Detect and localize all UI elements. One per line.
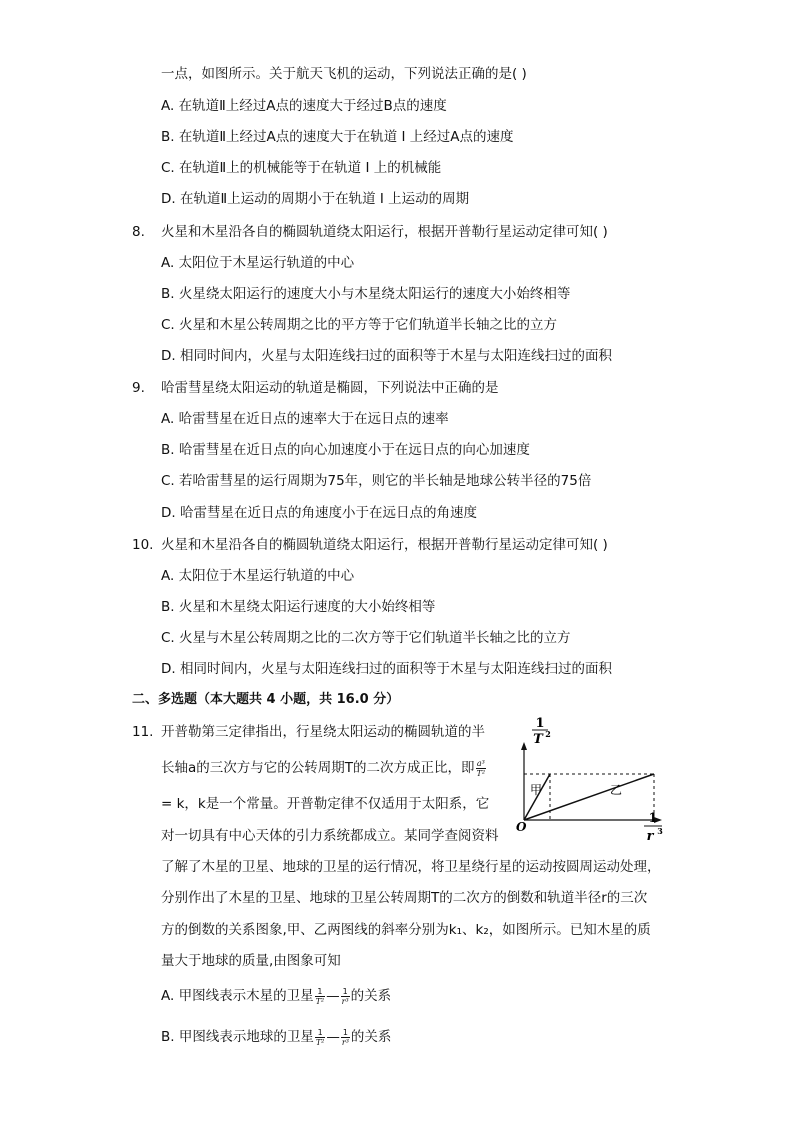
origin-label: O [516, 820, 527, 834]
inv-t2-fraction: $\frac{1}{\text{T²}}$ [315, 986, 325, 1006]
q9-number: 9. [132, 380, 145, 396]
q8-option-b: B. 火星绕太阳运行的速度大小与木星绕太阳运行的速度大小始终相等 [161, 286, 571, 302]
q9-option-b: B. 哈雷彗星在近日点的向心加速度小于在远日点的向心加速度 [161, 442, 530, 458]
q8-number: 8. [132, 224, 145, 240]
q9-option-d: D. 哈雷彗星在近日点的角速度小于在远日点的角速度 [161, 505, 477, 521]
section-heading-prefix: 二、多选题（本大题共 4 小题，共 [132, 692, 337, 707]
q11-line-4: 对一切具有中心天体的引力系统都成立。某同学查阅资料 [161, 828, 499, 844]
q11-line-5: 了解了木星的卫星、地球的卫星的运行情况，将卫星绕行星的运动按圆周运动处理， [161, 859, 661, 875]
q7-option-d: D. 在轨道Ⅱ上运动的周期小于在轨道 I 上运动的周期 [161, 191, 470, 207]
a3-over-t2-fraction: $\frac{\text{a³}}{\text{T²}}$ [476, 758, 486, 778]
q7-stem-tail: 一点，如图所示。关于航天飞机的运动，下列说法正确的是( ) [161, 66, 527, 82]
line-jia-label: 甲 [530, 783, 543, 797]
q10-number: 10. [132, 537, 154, 553]
svg-text:T: T [533, 732, 543, 747]
q11-line-8: 量大于地球的质量,由图象可知 [161, 953, 341, 969]
q11-option-a: A. 甲图线表示木星的卫星 $\frac{1}{\text{T²}}$ — $\frac{1}{\text{r³}}$ 的关系 [161, 986, 392, 1006]
q11-figure [510, 710, 670, 845]
y-axis-label [532, 716, 551, 747]
q11-line-2-text: 长轴a的三次方与它的公转周期T的二次方成正比，即 [161, 760, 475, 776]
q8-option-a: A. 太阳位于木星运行轨道的中心 [161, 255, 355, 271]
q7-option-a: A. 在轨道Ⅱ上经过A点的速度大于经过B点的速度 [161, 98, 447, 114]
line-jia [524, 774, 550, 820]
svg-text:r: r [646, 829, 654, 844]
q10-option-a: A. 太阳位于木星运行轨道的中心 [161, 568, 355, 584]
q11-option-a-prefix: A. 甲图线表示木星的卫星 [161, 988, 314, 1004]
svg-text:2: 2 [545, 729, 551, 739]
x-axis-label [644, 811, 663, 844]
q11-line-3: = k，k是一个常量。开普勒定律不仅适用于太阳系，它 [161, 796, 490, 812]
q8-stem: 火星和木星沿各自的椭圆轨道绕太阳运行，根据开普勒行星运动定律可知( ) [161, 224, 608, 240]
y-axis-arrow [521, 742, 527, 750]
q9-option-a: A. 哈雷彗星在近日点的速率大于在远日点的速率 [161, 411, 449, 427]
q11-option-a-suffix: 的关系 [350, 988, 392, 1004]
inv-r3-fraction: $\frac{1}{\text{r³}}$ [341, 986, 349, 1006]
q10-option-b: B. 火星和木星绕太阳运行速度的大小始终相等 [161, 599, 436, 615]
q11-line-6: 分别作出了木星的卫星、地球的卫星公转周期T的二次方的倒数和轨道半径r的三次 [161, 890, 648, 906]
q10-option-d: D. 相同时间内，火星与太阳连线扫过的面积等于木星与太阳连线扫过的面积 [161, 661, 612, 677]
line-yi [524, 774, 654, 820]
inv-r3-fraction: $\frac{1}{\text{r³}}$ [341, 1027, 349, 1047]
svg-text:1: 1 [535, 716, 545, 731]
q9-option-c: C. 若哈雷彗星的运行周期为75年，则它的半长轴是地球公转半径的75倍 [161, 473, 592, 489]
q10-option-c: C. 火星与木星公转周期之比的二次方等于它们轨道半长轴之比的立方 [161, 630, 571, 646]
q7-option-b: B. 在轨道Ⅱ上经过A点的速度大于在轨道 I 上经过A点的速度 [161, 129, 514, 145]
section-heading-suffix: 分） [368, 692, 400, 707]
q11-line-7: 方的倒数的关系图象,甲、乙两图线的斜率分别为k₁、k₂，如图所示。已知木星的质 [161, 922, 651, 938]
q7-option-c: C. 在轨道Ⅱ上的机械能等于在轨道 I 上的机械能 [161, 160, 442, 176]
section-heading [132, 690, 399, 710]
q11-option-b-prefix: B. 甲图线表示地球的卫星 [161, 1029, 314, 1045]
q11-option-b-suffix: 的关系 [350, 1029, 392, 1045]
section-heading-score: 16.0 [336, 692, 369, 707]
q11-line-2 [161, 758, 487, 778]
q8-option-c: C. 火星和木星公转周期之比的平方等于它们轨道半长轴之比的立方 [161, 317, 558, 333]
inv-t2-fraction: $\frac{1}{\text{T²}}$ [315, 1027, 325, 1047]
q10-stem: 火星和木星沿各自的椭圆轨道绕太阳运行，根据开普勒行星运动定律可知( ) [161, 537, 608, 553]
line-yi-label: 乙 [610, 783, 623, 797]
q11-number: 11. [132, 724, 154, 740]
q8-option-d: D. 相同时间内，火星与太阳连线扫过的面积等于木星与太阳连线扫过的面积 [161, 348, 612, 364]
svg-text:1: 1 [648, 811, 658, 826]
svg-text:3: 3 [657, 826, 663, 836]
q9-stem: 哈雷彗星绕太阳运动的轨道是椭圆，下列说法中正确的是 [161, 380, 499, 396]
q11-option-b: B. 甲图线表示地球的卫星 $\frac{1}{\text{T²}}$ — $\frac{1}{\text{r³}}$ 的关系 [161, 1027, 392, 1047]
q11-line-1: 开普勒第三定律指出，行星绕太阳运动的椭圆轨道的半 [161, 724, 485, 740]
